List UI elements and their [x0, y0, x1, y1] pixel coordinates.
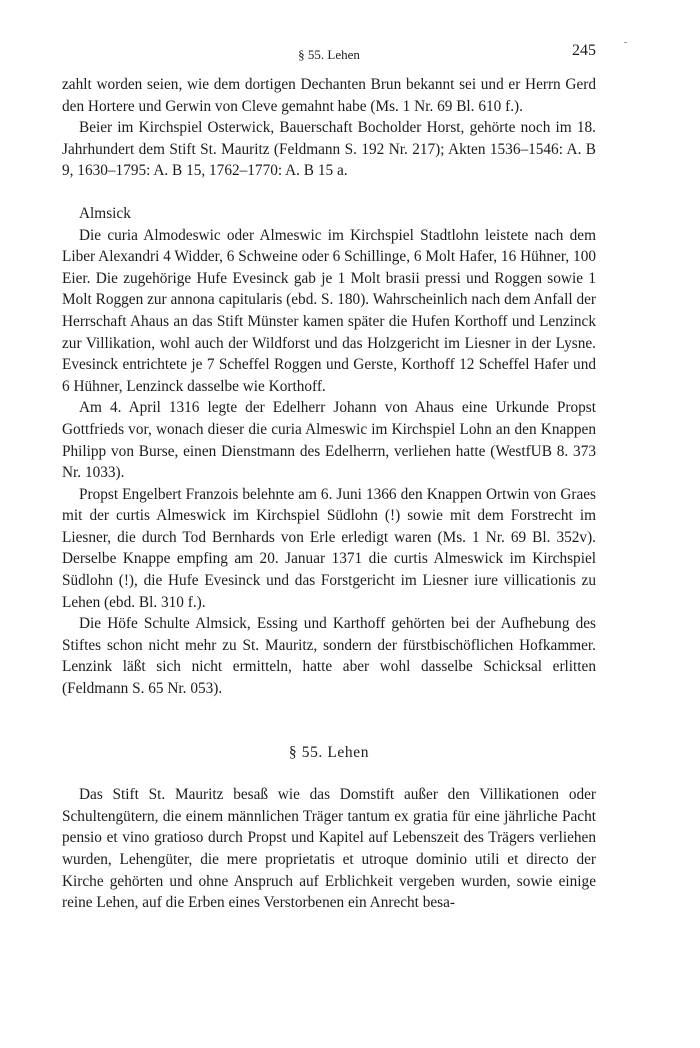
subheading-almsick: Almsick — [79, 204, 131, 222]
paragraph-beier: Beier im Kirchspiel Osterwick, Bauerschaft Bocholder Horst, gehörte noch im 18. Jahrhundert dem Stift St. Mauritz (Feldmann S. 192 Nr. 217); Akten 1536–1546: A. B 9, 1630–1795: A. B 15, 1762–1770: A. B 15 a. — [62, 119, 596, 180]
margin-mark — [624, 42, 627, 43]
paragraph-1316: Am 4. April 1316 legte der Edelherr Johann von Ahaus eine Urkunde Propst Gottfrieds vor, wonach dieser die curia Almeswic im Kirchspiel Lohn an den Knappen Philipp von Burse, einen Dienstmann des Edelherrn, verliehen hatte (WestfUB 8. 373 Nr. 1033). — [62, 399, 596, 482]
running-title: § 55. Lehen — [298, 47, 360, 62]
running-header — [62, 40, 596, 62]
section-title: § 55. Lehen — [288, 743, 370, 761]
paragraph-continuation: zahlt worden seien, wie dem dortigen Dechanten Brun bekannt sei und er Herrn Gerd den Hortere und Gerwin von Cleve gemahnt habe (Ms. 1 Nr. 69 Bl. 610 f.). — [62, 76, 596, 115]
paragraph-lehen: Das Stift St. Mauritz besaß wie das Domstift außer den Villikationen oder Schultengütern, die einem männlichen Träger tantum ex gratia für eine jährliche Pacht pensio et vino gratioso durch Propst und Kapitel auf Lebenszeit des Trägers verliehen wurden, Lehengüter, die mere proprietatis et utroque dominio utili et directo der Kirche gehörten und ohne Anspruch auf Erblichkeit vergeben wurden, sowie einige reine Lehen, auf die Erben eines Verstorbenen ein Anrecht besa- — [62, 786, 596, 912]
paragraph-hoefe: Die Höfe Schulte Almsick, Essing und Karthoff gehörten bei der Aufhebung des Stiftes schon nicht mehr zu St. Mauritz, sondern der fürstbischöflichen Hofkammer. Lenzink läßt sich nicht ermitteln, hatte aber wohl dasselbe Schicksal erlitten (Feldmann S. 65 Nr. 053). — [62, 615, 596, 698]
book-page — [62, 40, 596, 914]
paragraph-curia: Die curia Almodeswic oder Almeswic im Kirchspiel Stadtlohn leistete nach dem Liber Alexandri 4 Widder, 6 Schweine oder 6 Schillinge, 6 Molt Hafer, 16 Hühner, 100 Eier. Die zugehörige Hufe Evesinck gab je 1 Molt brasii pressi und Roggen sowie 1 Molt Roggen zur annona capitularis (ebd. S. 180). Wahrscheinlich nach dem Anfall der Herrschaft Ahaus an das Stift Münster kamen später die Hufen Korthoff und Lenzinck zur Villikation, wohl auch der Wildforst und das Holzgericht im Liesner in der Lysne. Evesinck entrichtete je 7 Scheffel Roggen und Gerste, Korthoff 12 Scheffel Hafer und 6 Hühner, Lenzinck dasselbe wie Korthoff. — [62, 226, 596, 395]
spacer — [62, 182, 596, 203]
paragraph-1366: Propst Engelbert Franzois belehnte am 6. Juni 1366 den Knappen Ortwin von Graes mit der curtis Almeswick im Kirchspiel Südlohn (!) sowie mit dem Forstrecht im Liesner, die durch Tod Bernhards von Erle erledigt waren (Ms. 1 Nr. 69 Bl. 352v). Derselbe Knappe empfing am 20. Januar 1371 die curtis Almeswick im Kirchspiel Südlohn (!), die Hufe Evesinck und das Forstgericht im Liesner iure villicationis zu Lehen (ebd. Bl. 310 f.). — [62, 485, 596, 611]
page-number: 245 — [572, 42, 596, 59]
